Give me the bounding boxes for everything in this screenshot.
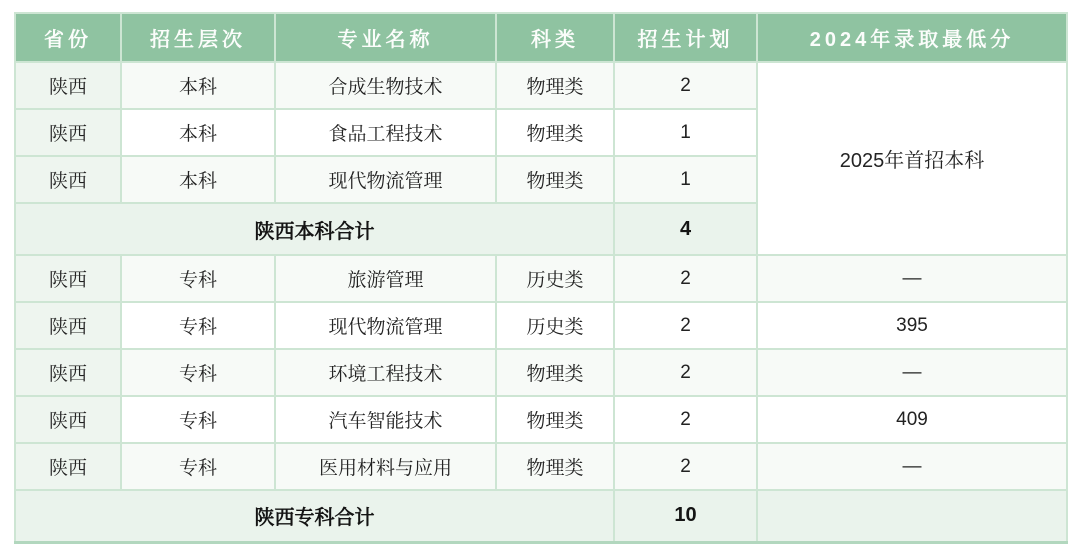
header-row: [15, 13, 1067, 62]
cell-plan: 2: [614, 302, 757, 349]
table-row: [15, 396, 1067, 443]
cell-level: 专科: [121, 255, 275, 302]
header-major: 专业名称: [275, 13, 496, 62]
cell-province: 陕西: [15, 109, 121, 156]
cell-plan: 2: [614, 255, 757, 302]
cell-plan: 2: [614, 396, 757, 443]
cell-plan: 1: [614, 109, 757, 156]
cell-major: 环境工程技术: [275, 349, 496, 396]
cell-major: 合成生物技术: [275, 62, 496, 109]
cell-category: 物理类: [496, 396, 614, 443]
cell-category: 物理类: [496, 443, 614, 490]
cell-category: 历史类: [496, 302, 614, 349]
cell-province: 陕西: [15, 255, 121, 302]
table-row: [15, 62, 1067, 109]
table-row: [15, 443, 1067, 490]
header-category: 科类: [496, 13, 614, 62]
cell-plan: 2: [614, 62, 757, 109]
cell-province: 陕西: [15, 349, 121, 396]
cell-score: 409: [757, 396, 1067, 443]
cell-score: —: [757, 443, 1067, 490]
cell-score: —: [757, 255, 1067, 302]
cell-province: 陕西: [15, 62, 121, 109]
cell-major: 食品工程技术: [275, 109, 496, 156]
table-row: [15, 255, 1067, 302]
cell-major: 汽车智能技术: [275, 396, 496, 443]
header-plan: 招生计划: [614, 13, 757, 62]
summary-plan: 4: [614, 203, 757, 255]
cell-major: 现代物流管理: [275, 156, 496, 203]
cell-level: 本科: [121, 62, 275, 109]
summary-row-zhuanke: [15, 490, 1067, 542]
cell-major: 医用材料与应用: [275, 443, 496, 490]
merged-score-note: 2025年首招本科: [757, 62, 1067, 255]
cell-plan: 2: [614, 349, 757, 396]
cell-plan: 2: [614, 443, 757, 490]
cell-level: 专科: [121, 349, 275, 396]
cell-category: 物理类: [496, 156, 614, 203]
cell-category: 物理类: [496, 349, 614, 396]
header-min-score: 2024年录取最低分: [757, 13, 1067, 62]
summary-score: [757, 490, 1067, 542]
cell-score: 395: [757, 302, 1067, 349]
table-row: [15, 302, 1067, 349]
cell-plan: 1: [614, 156, 757, 203]
cell-score: —: [757, 349, 1067, 396]
summary-label: 陕西专科合计: [15, 490, 614, 542]
cell-level: 专科: [121, 396, 275, 443]
cell-level: 专科: [121, 443, 275, 490]
cell-category: 物理类: [496, 62, 614, 109]
header-level: 招生层次: [121, 13, 275, 62]
summary-plan: 10: [614, 490, 757, 542]
cell-province: 陕西: [15, 396, 121, 443]
cell-province: 陕西: [15, 302, 121, 349]
cell-level: 本科: [121, 109, 275, 156]
summary-label: 陕西本科合计: [15, 203, 614, 255]
admission-plan-table: [14, 12, 1068, 544]
cell-level: 本科: [121, 156, 275, 203]
cell-major: 现代物流管理: [275, 302, 496, 349]
cell-province: 陕西: [15, 156, 121, 203]
table-row: [15, 349, 1067, 396]
header-province: 省份: [15, 13, 121, 62]
cell-level: 专科: [121, 302, 275, 349]
cell-category: 物理类: [496, 109, 614, 156]
cell-major: 旅游管理: [275, 255, 496, 302]
cell-category: 历史类: [496, 255, 614, 302]
cell-province: 陕西: [15, 443, 121, 490]
